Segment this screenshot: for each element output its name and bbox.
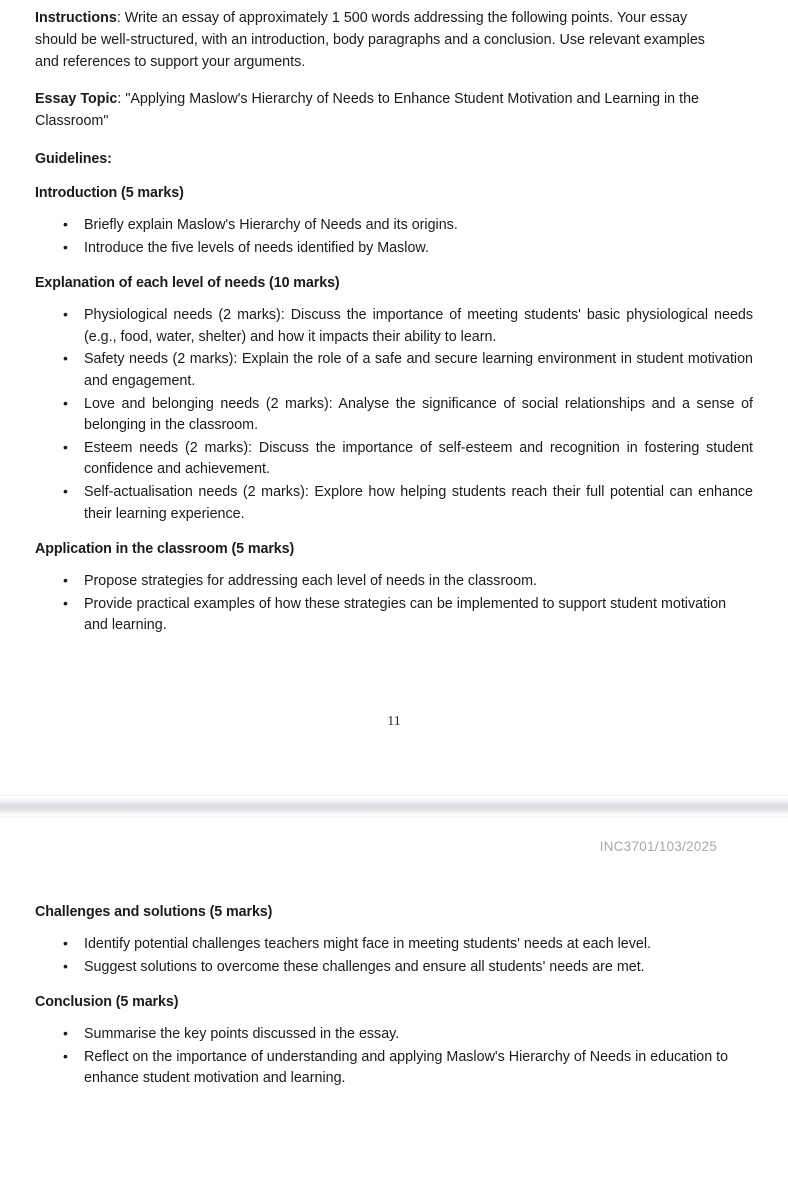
section-heading-explanation: Explanation of each level of needs (10 marks) xyxy=(35,275,340,292)
guidelines-heading: Guidelines: xyxy=(35,150,112,167)
section-heading-conclusion: Conclusion (5 marks) xyxy=(35,994,179,1011)
list-item: • Self-actualisation needs (2 marks): Explore how helping students reach their full potential can enhance their learning experience. xyxy=(84,482,753,525)
list-item: • Safety needs (2 marks): Explain the role of a safe and secure learning environment in student motivation and engagement. xyxy=(84,349,753,392)
instructions-label: Instructions xyxy=(35,10,117,26)
list-item: • Propose strategies for addressing each level of needs in the classroom. xyxy=(84,571,744,593)
list-item: • Esteem needs (2 marks): Discuss the importance of self-esteem and recognition in fostering student confidence and achievement. xyxy=(84,438,753,481)
running-header: INC3701/103/2025 xyxy=(599,839,717,854)
list-item: • Suggest solutions to overcome these challenges and ensure all students' needs are met. xyxy=(84,957,744,979)
bullet-list-application xyxy=(35,571,753,637)
section-heading-application: Application in the classroom (5 marks) xyxy=(35,541,295,558)
list-item: • Physiological needs (2 marks): Discuss the importance of meeting students' basic physiological needs (e.g., food, water, shelter) and how it impacts their ability to learn. xyxy=(84,305,753,348)
list-item: • Identify potential challenges teachers might face in meeting students' needs at each level. xyxy=(84,934,744,956)
bullet-list-challenges xyxy=(35,934,753,978)
page-break-divider xyxy=(0,795,788,817)
section-heading-introduction: Introduction (5 marks) xyxy=(35,184,184,201)
list-item: • Introduce the five levels of needs identified by Maslow. xyxy=(84,238,744,260)
page-number: 11 xyxy=(387,714,401,729)
bullet-list-conclusion xyxy=(35,1024,753,1090)
bullet-list-explanation xyxy=(35,305,753,525)
list-item: • Love and belonging needs (2 marks): Analyse the significance of social relationships and a sense of belonging in the classroom. xyxy=(84,394,753,437)
essay-topic-paragraph xyxy=(35,89,707,133)
list-item: • Briefly explain Maslow's Hierarchy of Needs and its origins. xyxy=(84,215,744,237)
essay-topic-label: Essay Topic xyxy=(35,91,118,108)
section-heading-challenges: Challenges and solutions (5 marks) xyxy=(35,904,273,920)
document-page-2 xyxy=(0,817,788,1177)
list-item: • Reflect on the importance of understanding and applying Maslow's Hierarchy of Needs in education to enhance student motivation and learning. xyxy=(84,1047,744,1090)
list-item: • Summarise the key points discussed in the essay. xyxy=(84,1024,744,1046)
list-item: • Provide practical examples of how these strategies can be implemented to support student motivation and learning. xyxy=(84,594,744,637)
essay-topic-text: : "Applying Maslow's Hierarchy of Needs to Enhance Student Motivation and Learning in the Classroom" xyxy=(35,91,699,130)
instructions-paragraph xyxy=(35,8,707,73)
bullet-list-introduction xyxy=(35,215,753,259)
instructions-text: : Write an essay of approximately 1 500 words addressing the following points. Your essay should be well-structured, with an introduction, body paragraphs and a conclusion. Use relevant examples and references to support your arguments. xyxy=(35,10,705,70)
